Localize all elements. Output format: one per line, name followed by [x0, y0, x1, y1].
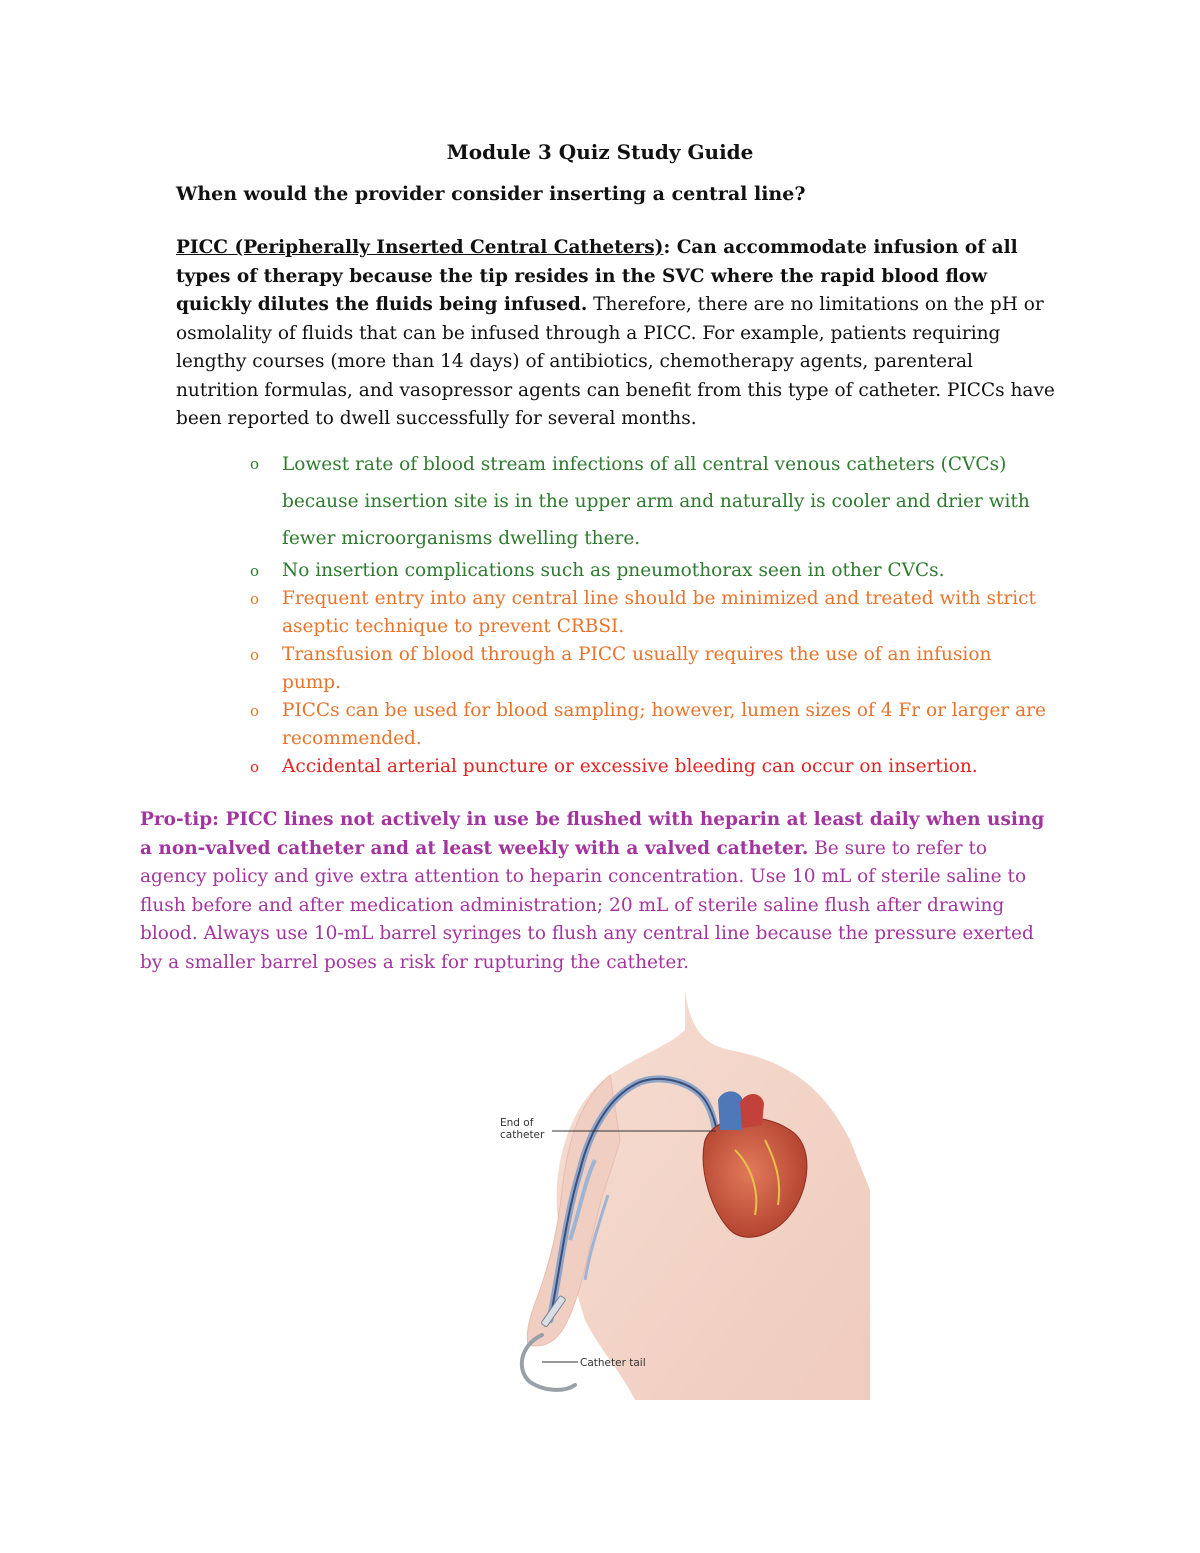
- bullet-marker: o: [250, 590, 260, 608]
- anatomy-drawing: [490, 990, 870, 1400]
- bullet-text: Accidental arterial puncture or excessive bleeding can occur on insertion.: [282, 756, 978, 777]
- picc-bold-intro: : Can accommodate infusion of all types of therapy because the tip resides in the SVC where the rapid blood flow quickly dilutes the fluids being infused.: [176, 237, 1018, 315]
- bullet-text: Lowest rate of blood stream infections of all central venous catheters (CVCs) because insertion site is in the upper arm and naturally is cooler and drier with fewer microorganisms dwelling there.: [282, 454, 1030, 549]
- bullet-text: PICCs can be used for blood sampling; however, lumen sizes of 4 Fr or larger are recommended.: [282, 700, 1046, 749]
- list-item: [246, 697, 1056, 753]
- picc-heading: PICC (Peripherally Inserted Central Catheters): [176, 237, 664, 258]
- aorta-shape: [740, 1094, 764, 1128]
- bullet-marker: o: [250, 702, 260, 720]
- bullet-marker: o: [250, 562, 260, 580]
- list-item: [246, 753, 1056, 781]
- picc-bullet-list: [246, 446, 1056, 781]
- picc-body: Therefore, there are no limitations on the pH or osmolality of fluids that can be infused through a PICC. For example, patients requiring lengthy courses (more than 14 days) of antibiotics, chemotherapy agents, parenteral nutrition formulas, and vasopressor agents can benefit from this type of catheter. PICCs have been reported to dwell successfully for several months.: [176, 294, 1055, 429]
- bullet-text: Transfusion of blood through a PICC usually requires the use of an infusion pump.: [282, 644, 992, 693]
- bullet-text: No insertion complications such as pneumothorax seen in other CVCs.: [282, 560, 945, 581]
- page-title: Module 3 Quiz Study Guide: [446, 140, 754, 164]
- list-item: [246, 641, 1056, 697]
- bullet-text: Frequent entry into any central line should be minimized and treated with strict aseptic technique to prevent CRBSI.: [282, 588, 1036, 637]
- catheter-tail-label: Catheter tail: [580, 1357, 646, 1369]
- vena-cava-shape: [718, 1091, 742, 1130]
- list-item: [246, 557, 1056, 585]
- protip-paragraph: [140, 806, 1050, 977]
- bullet-marker: o: [250, 455, 260, 473]
- picc-paragraph: [176, 234, 1056, 434]
- end-of-catheter-label: [500, 1117, 544, 1141]
- protip-bold: Pro-tip: PICC lines not actively in use be flushed with heparin at least daily when using a non-valved catheter and at least weekly with a valved catheter.: [140, 809, 1045, 859]
- section-question: When would the provider consider inserting a central line?: [176, 183, 806, 205]
- label-line: End of: [500, 1117, 534, 1129]
- bullet-marker: o: [250, 758, 260, 776]
- bullet-marker: o: [250, 646, 260, 664]
- label-line: catheter: [500, 1129, 545, 1141]
- list-item: [246, 446, 1056, 557]
- protip-body: Be sure to refer to agency policy and give extra attention to heparin concentration. Use 10 mL of sterile saline to flush before and after medication administration; 20 mL of sterile saline flush after drawing blood. Always use 10-mL barrel syringes to flush any central line because the pressure exerted by a smaller barrel poses a risk for rupturing the catheter.: [140, 837, 1034, 973]
- picc-illustration: [490, 990, 870, 1400]
- list-item: [246, 585, 1056, 641]
